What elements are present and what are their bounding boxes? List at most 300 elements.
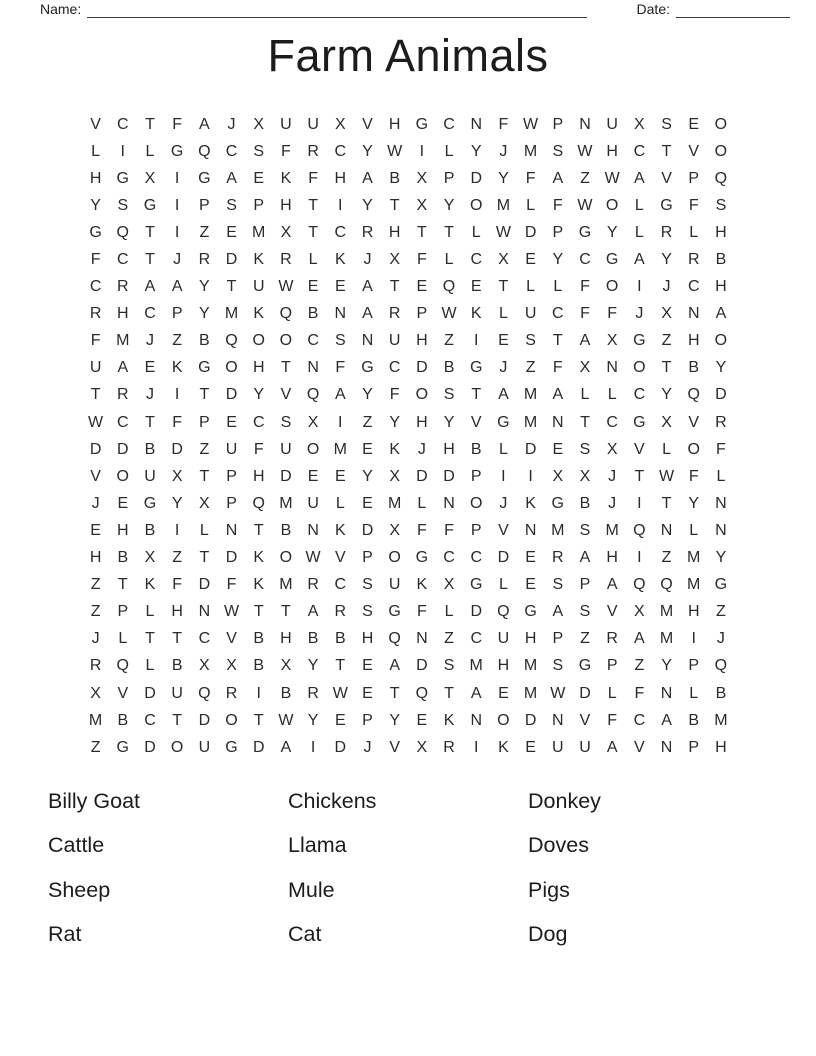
grid-letter: T: [253, 521, 264, 539]
grid-letter: E: [525, 549, 536, 567]
grid-letter: J: [173, 251, 182, 269]
grid-letter: H: [687, 332, 700, 350]
grid-letter: A: [117, 359, 129, 377]
grid-letter: T: [308, 196, 318, 214]
grid-letter: Q: [442, 278, 456, 296]
grid-letter: B: [117, 711, 129, 729]
grid-letter: Y: [498, 169, 509, 187]
grid-letter: H: [606, 142, 618, 160]
grid-letter: A: [634, 630, 645, 648]
grid-letter: R: [307, 684, 319, 702]
grid-letter: U: [280, 115, 292, 133]
grid-letter: Q: [116, 657, 129, 675]
grid-letter: M: [523, 142, 538, 160]
grid-letter: U: [606, 115, 618, 133]
grid-letter: C: [470, 251, 482, 269]
grid-letter: P: [552, 115, 564, 133]
grid-letter: O: [605, 196, 619, 214]
grid-letter: G: [660, 196, 673, 214]
grid-letter: Z: [444, 332, 454, 350]
grid-letter: L: [607, 684, 617, 702]
word-list-item: Chickens: [288, 788, 377, 813]
grid-letter: K: [253, 305, 265, 323]
grid-letter: U: [552, 738, 564, 756]
word-list-item: Cat: [288, 922, 322, 947]
grid-letter: T: [308, 223, 318, 241]
grid-letter: W: [88, 413, 104, 431]
grid-letter: U: [252, 278, 265, 296]
grid-letter: B: [144, 521, 156, 539]
grid-letter: Y: [661, 657, 672, 675]
grid-letter: U: [280, 440, 292, 458]
grid-letter: O: [415, 386, 429, 404]
grid-letter: Y: [389, 413, 400, 431]
grid-letter: Z: [172, 332, 183, 350]
grid-letter: B: [253, 657, 265, 675]
grid-letter: U: [307, 494, 319, 512]
grid-letter: J: [662, 278, 671, 296]
grid-letter: P: [579, 576, 591, 594]
grid-letter: B: [715, 684, 727, 702]
grid-letter: D: [715, 386, 727, 404]
word-list-column-2: [288, 779, 376, 957]
grid-letter: X: [226, 657, 237, 675]
grid-letter: A: [144, 278, 156, 296]
word-list-item: Mule: [288, 877, 335, 902]
grid-letter: O: [225, 359, 238, 377]
grid-letter: M: [279, 494, 293, 512]
grid-letter: I: [419, 142, 425, 160]
grid-letter: K: [334, 251, 346, 269]
grid-letter: X: [661, 305, 672, 323]
grid-letter: G: [170, 142, 184, 160]
grid-letter: A: [280, 738, 292, 756]
grid-letter: B: [688, 711, 700, 729]
grid-letter: H: [443, 440, 455, 458]
grid-letter: V: [389, 738, 400, 756]
grid-letter: U: [579, 738, 591, 756]
grid-letter: L: [145, 657, 155, 675]
grid-letter: G: [415, 549, 429, 567]
grid-letter: Y: [552, 251, 564, 269]
grid-letter: I: [473, 332, 479, 350]
grid-letter: H: [171, 603, 183, 621]
grid-letter: B: [253, 630, 265, 648]
grid-letter: F: [580, 278, 590, 296]
grid-letter: I: [691, 630, 696, 648]
grid-letter: A: [634, 169, 645, 187]
grid-letter: M: [714, 711, 728, 729]
grid-letter: I: [338, 196, 343, 214]
grid-letter: P: [470, 521, 482, 539]
grid-letter: M: [496, 196, 511, 214]
grid-letter: Y: [443, 413, 455, 431]
grid-letter: K: [443, 711, 455, 729]
grid-letter: H: [361, 630, 374, 648]
grid-letter: N: [416, 630, 428, 648]
grid-letter: N: [660, 738, 673, 756]
grid-letter: W: [495, 223, 511, 241]
grid-letter: T: [281, 603, 291, 621]
grid-letter: R: [660, 223, 673, 241]
grid-letter: E: [470, 278, 482, 296]
grid-letter: U: [144, 467, 156, 485]
grid-letter: A: [606, 576, 618, 594]
grid-letter: F: [281, 142, 291, 160]
grid-letter: T: [199, 386, 210, 404]
grid-letter: G: [198, 169, 211, 187]
grid-letter: L: [145, 603, 155, 621]
grid-letter: H: [606, 549, 618, 567]
grid-letter: T: [199, 549, 210, 567]
grid-letter: F: [498, 115, 509, 133]
grid-letter: Z: [90, 576, 101, 594]
grid-letter: Z: [90, 738, 101, 756]
grid-letter: V: [606, 603, 618, 621]
grid-letter: Y: [362, 142, 373, 160]
grid-letter: Q: [116, 223, 129, 241]
grid-letter: G: [415, 115, 429, 133]
grid-letter: L: [634, 196, 644, 214]
grid-letter: W: [604, 169, 620, 187]
grid-letter: E: [552, 440, 564, 458]
grid-letter: I: [528, 467, 533, 485]
grid-letter: O: [170, 738, 184, 756]
grid-letter: E: [307, 467, 319, 485]
grid-letter: V: [634, 738, 645, 756]
grid-letter: E: [253, 169, 265, 187]
grid-letter: B: [199, 332, 210, 350]
grid-letter: U: [388, 576, 401, 594]
grid-letter: Q: [198, 142, 211, 160]
grid-letter: Q: [252, 494, 265, 512]
grid-letter: P: [199, 196, 210, 214]
grid-letter: C: [470, 630, 482, 648]
grid-letter: V: [470, 413, 482, 431]
grid-letter: R: [715, 413, 727, 431]
grid-letter: I: [120, 142, 125, 160]
grid-letter: L: [91, 142, 101, 160]
grid-letter: D: [579, 684, 591, 702]
grid-letter: N: [198, 603, 211, 621]
grid-letter: Z: [525, 359, 536, 377]
grid-letter: R: [443, 738, 455, 756]
grid-letter: Y: [253, 386, 265, 404]
grid-letter: L: [145, 142, 155, 160]
grid-letter: M: [88, 711, 103, 729]
grid-letter: T: [444, 684, 454, 702]
grid-letter: U: [89, 359, 102, 377]
grid-letter: G: [388, 603, 401, 621]
grid-letter: K: [525, 494, 536, 512]
grid-letter: E: [362, 440, 373, 458]
grid-letter: A: [715, 305, 727, 323]
grid-letter: F: [552, 359, 563, 377]
grid-letter: D: [416, 467, 428, 485]
grid-letter: B: [280, 521, 292, 539]
grid-letter: I: [637, 278, 642, 296]
grid-letter: L: [526, 196, 536, 214]
grid-letter: D: [416, 359, 428, 377]
grid-letter: J: [716, 630, 725, 648]
grid-letter: F: [253, 440, 264, 458]
grid-letter: D: [225, 251, 238, 269]
grid-letter: W: [387, 142, 403, 160]
grid-letter: R: [687, 251, 700, 269]
grid-letter: Z: [90, 603, 101, 621]
grid-letter: U: [171, 684, 183, 702]
grid-letter: F: [580, 305, 590, 323]
grid-letter: G: [714, 576, 728, 594]
grid-letter: C: [606, 413, 618, 431]
grid-letter: H: [89, 169, 102, 187]
grid-letter: K: [498, 738, 509, 756]
grid-letter: N: [552, 711, 564, 729]
grid-letter: L: [308, 251, 318, 269]
grid-letter: M: [252, 223, 266, 241]
grid-letter: O: [279, 332, 293, 350]
grid-letter: F: [607, 711, 618, 729]
grid-letter: I: [338, 413, 343, 431]
grid-letter: V: [688, 142, 700, 160]
grid-letter: Q: [306, 386, 320, 404]
grid-letter: F: [688, 467, 699, 485]
grid-letter: S: [117, 196, 129, 214]
grid-letter: D: [361, 521, 374, 539]
grid-letter: L: [498, 305, 508, 323]
grid-letter: E: [416, 278, 428, 296]
grid-letter: E: [90, 521, 101, 539]
grid-letter: H: [252, 359, 265, 377]
grid-letter: D: [334, 738, 347, 756]
grid-letter: N: [225, 521, 238, 539]
grid-letter: G: [605, 251, 619, 269]
grid-letter: G: [578, 657, 592, 675]
grid-letter: T: [552, 332, 563, 350]
date-label: Date:: [636, 1, 670, 17]
grid-letter: V: [661, 169, 672, 187]
grid-letter: V: [226, 630, 237, 648]
grid-letter: M: [116, 332, 130, 350]
grid-letter: D: [524, 711, 537, 729]
grid-letter: Z: [362, 413, 373, 431]
grid-letter: T: [661, 359, 672, 377]
grid-letter: U: [524, 305, 537, 323]
grid-letter: C: [89, 278, 102, 296]
grid-letter: L: [498, 440, 508, 458]
grid-letter: O: [497, 711, 510, 729]
grid-letter: H: [715, 738, 727, 756]
grid-letter: P: [253, 196, 265, 214]
grid-letter: Z: [716, 603, 726, 621]
grid-letter: A: [199, 115, 210, 133]
grid-letter: Q: [388, 630, 401, 648]
grid-letter: M: [333, 440, 347, 458]
grid-letter: D: [171, 440, 183, 458]
grid-letter: J: [608, 467, 617, 485]
grid-letter: J: [227, 115, 236, 133]
grid-letter: Y: [606, 223, 618, 241]
word-list-item: Pigs: [528, 877, 570, 902]
grid-letter: M: [523, 413, 538, 431]
grid-letter: I: [501, 467, 506, 485]
grid-letter: Z: [661, 549, 672, 567]
grid-letter: T: [90, 386, 101, 404]
grid-letter: G: [225, 738, 238, 756]
grid-letter: G: [198, 359, 211, 377]
grid-letter: J: [363, 251, 372, 269]
grid-letter: T: [661, 494, 672, 512]
grid-letter: W: [550, 684, 566, 702]
grid-letter: K: [253, 576, 265, 594]
grid-letter: Q: [633, 576, 646, 594]
grid-letter: O: [225, 711, 238, 729]
grid-letter: B: [470, 440, 482, 458]
grid-letter: O: [469, 494, 483, 512]
grid-letter: C: [225, 142, 238, 160]
grid-letter: K: [144, 576, 156, 594]
grid-letter: D: [252, 738, 265, 756]
grid-letter: K: [334, 521, 346, 539]
grid-letter: S: [443, 657, 455, 675]
grid-letter: O: [279, 549, 293, 567]
grid-letter: L: [607, 386, 617, 404]
grid-letter: N: [307, 521, 319, 539]
grid-letter: R: [280, 251, 292, 269]
grid-letter: I: [637, 549, 642, 567]
grid-letter: A: [552, 169, 564, 187]
grid-letter: F: [308, 169, 318, 187]
grid-letter: L: [689, 223, 699, 241]
grid-letter: E: [307, 278, 319, 296]
grid-letter: M: [224, 305, 239, 323]
grid-letter: C: [443, 115, 455, 133]
grid-letter: A: [579, 549, 591, 567]
grid-letter: F: [172, 576, 183, 594]
grid-letter: A: [498, 386, 509, 404]
grid-letter: S: [579, 440, 591, 458]
grid-letter: S: [661, 115, 672, 133]
grid-letter: S: [443, 386, 455, 404]
grid-letter: U: [198, 738, 211, 756]
grid-letter: Y: [443, 196, 455, 214]
grid-letter: J: [145, 386, 154, 404]
word-list-item: Doves: [528, 833, 589, 858]
word-list-item: Dog: [528, 922, 568, 947]
grid-letter: O: [633, 359, 646, 377]
grid-letter: I: [637, 494, 642, 512]
grid-letter: L: [553, 278, 563, 296]
grid-letter: D: [144, 684, 156, 702]
grid-letter: N: [687, 305, 700, 323]
grid-letter: J: [499, 142, 508, 160]
grid-letter: T: [145, 413, 155, 431]
grid-letter: C: [633, 386, 646, 404]
grid-letter: P: [688, 657, 700, 675]
grid-letter: V: [362, 115, 373, 133]
grid-letter: M: [523, 684, 538, 702]
grid-letter: K: [253, 251, 265, 269]
grid-letter: L: [199, 521, 209, 539]
grid-letter: G: [497, 413, 510, 431]
grid-letter: Y: [661, 386, 672, 404]
grid-letter: F: [525, 169, 536, 187]
grid-letter: D: [225, 386, 238, 404]
grid-letter: Q: [660, 576, 673, 594]
grid-letter: Z: [634, 657, 645, 675]
grid-letter: I: [174, 223, 180, 241]
grid-letter: X: [389, 521, 400, 539]
grid-letter: Y: [389, 711, 400, 729]
grid-letter: Y: [362, 386, 373, 404]
grid-letter: A: [334, 386, 346, 404]
grid-letter: O: [306, 440, 320, 458]
grid-letter: E: [498, 684, 509, 702]
grid-letter: N: [660, 684, 673, 702]
grid-letter: T: [172, 711, 183, 729]
grid-letter: G: [143, 196, 157, 214]
grid-letter: H: [117, 305, 129, 323]
grid-letter: B: [443, 359, 455, 377]
grid-letter: A: [307, 603, 319, 621]
grid-letter: P: [470, 467, 482, 485]
grid-letter: B: [579, 494, 591, 512]
grid-letter: Q: [633, 521, 646, 539]
grid-letter: F: [226, 576, 237, 594]
grid-letter: N: [606, 359, 618, 377]
grid-letter: B: [144, 440, 156, 458]
grid-letter: L: [580, 386, 590, 404]
grid-letter: Q: [497, 603, 510, 621]
grid-letter: W: [577, 142, 593, 160]
grid-letter: G: [551, 494, 564, 512]
grid-letter: K: [470, 305, 482, 323]
grid-letter: H: [497, 657, 510, 675]
grid-letter: C: [334, 223, 347, 241]
grid-letter: W: [523, 115, 539, 133]
grid-letter: M: [659, 630, 674, 648]
grid-letter: T: [389, 684, 400, 702]
grid-letter: A: [171, 278, 183, 296]
grid-letter: N: [334, 305, 347, 323]
grid-letter: A: [362, 169, 373, 187]
grid-letter: Z: [199, 440, 210, 458]
grid-letter: D: [524, 223, 537, 241]
grid-letter: E: [362, 494, 373, 512]
grid-letter: S: [552, 142, 564, 160]
grid-letter: H: [388, 115, 401, 133]
grid-letter: D: [416, 657, 428, 675]
name-field: [40, 1, 587, 18]
grid-letter: P: [416, 305, 428, 323]
grid-letter: X: [199, 657, 210, 675]
grid-letter: X: [280, 223, 292, 241]
grid-letter: W: [305, 549, 321, 567]
grid-letter: O: [714, 142, 728, 160]
grid-letter: G: [116, 169, 129, 187]
grid-letter: N: [552, 413, 564, 431]
grid-letter: N: [660, 521, 673, 539]
grid-letter: C: [388, 359, 401, 377]
grid-letter: M: [279, 576, 293, 594]
grid-letter: T: [199, 467, 210, 485]
grid-letter: C: [552, 305, 564, 323]
grid-letter: T: [145, 630, 155, 648]
grid-letter: P: [226, 494, 237, 512]
grid-letter: C: [443, 549, 455, 567]
grid-letter: Q: [714, 657, 728, 675]
worksheet-header: [40, 1, 790, 18]
